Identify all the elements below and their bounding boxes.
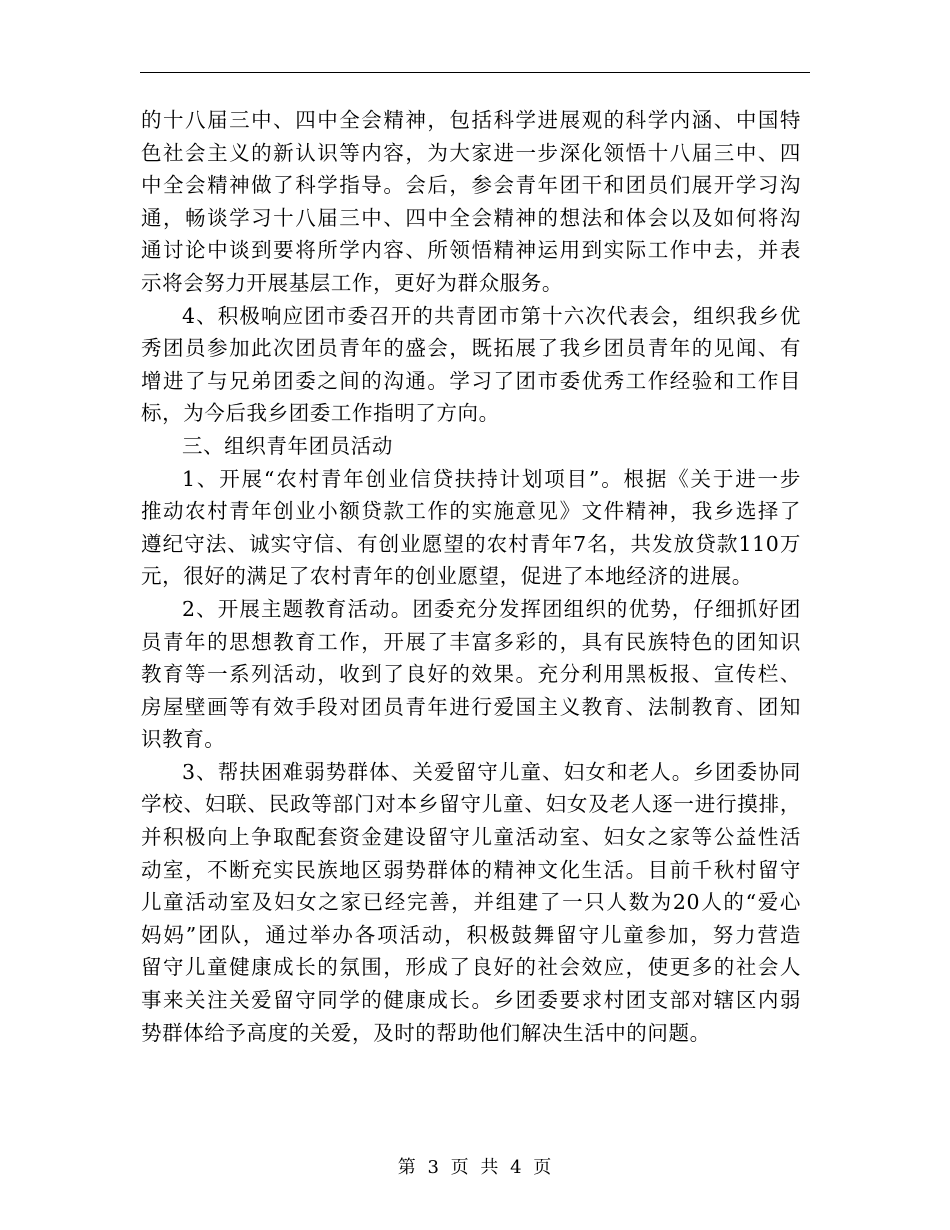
page-footer: 第 3 页 共 4 页 [397, 1157, 553, 1178]
text-line: 留守儿童健康成长的氛围，形成了良好的社会效应，使更多的社会人 [141, 955, 801, 980]
header-rule [140, 72, 810, 73]
text-line: 3、帮扶困难弱势群体、关爱留守儿童、妇女和老人。乡团委协同 [182, 759, 801, 784]
text-line: 儿童活动室及妇女之家已经完善，并组建了一只人数为20人的“爱心 [141, 890, 801, 915]
section-heading [141, 430, 801, 463]
text-line: 遵纪守法、诚实守信、有创业愿望的农村青年7名，共发放贷款110万 [141, 531, 801, 556]
text-line: 通讨论中谈到要将所学内容、所领悟精神运用到实际工作中去，并表 [141, 238, 801, 263]
text-line: 推动农村青年创业小额贷款工作的实施意见》文件精神，我乡选择了 [141, 499, 801, 524]
paragraph [141, 104, 801, 300]
text-line: 2、开展主题教育活动。团委充分发挥团组织的优势，仔细抓好团 [182, 596, 801, 621]
text-line: 动室，不断充实民族地区弱势群体的精神文化生活。目前千秋村留守 [141, 857, 801, 882]
document-body [141, 104, 801, 1049]
text-line: 的十八届三中、四中全会精神，包括科学进展观的科学内涵、中国特 [141, 108, 801, 132]
text-line: 学校、妇联、民政等部门对本乡留守儿童、妇女及老人逐一进行摸排， [141, 792, 801, 817]
text-line: 1、开展“农村青年创业信贷扶持计划项目”。根据《关于进一步 [182, 466, 801, 491]
text-line: 事来关注关爱留守同学的健康成长。乡团委要求村团支部对辖区内弱 [141, 988, 801, 1013]
text-line: 标，为今后我乡团委工作指明了方向。 [141, 401, 500, 426]
text-line: 色社会主义的新认识等内容，为大家进一步深化领悟十八届三中、四 [141, 140, 801, 165]
paragraph [141, 300, 801, 430]
text-line: 中全会精神做了科学指导。会后，参会青年团干和团员们展开学习沟 [141, 173, 801, 198]
text-line: 教育等一系列活动，收到了良好的效果。充分利用黑板报、宣传栏、 [141, 662, 801, 687]
paragraph [141, 756, 801, 1049]
text-line: 元，很好的满足了农村青年的创业愿望，促进了本地经济的进展。 [141, 564, 753, 589]
text-line: 妈妈”团队，通过举办各项活动，积极鼓舞留守儿童参加，努力营造 [141, 922, 801, 947]
text-line: 识教育。 [141, 727, 226, 752]
text-line: 秀团员参加此次团员青年的盛会，既拓展了我乡团员青年的见闻、有 [141, 336, 801, 361]
text-line: 并积极向上争取配套资金建设留守儿童活动室、妇女之家等公益性活 [141, 825, 801, 850]
text-line: 增进了与兄弟团委之间的沟通。学习了团市委优秀工作经验和工作目 [141, 368, 801, 393]
text-line: 员青年的思想教育工作，开展了丰富多彩的，具有民族特色的团知识 [141, 629, 801, 654]
paragraph [141, 593, 801, 756]
text-line: 示将会努力开展基层工作，更好为群众服务。 [141, 270, 563, 295]
text-line: 4、积极响应团市委召开的共青团市第十六次代表会，组织我乡优 [182, 303, 801, 328]
paragraph [141, 463, 801, 593]
text-line: 通，畅谈学习十八届三中、四中全会精神的想法和体会以及如何将沟 [141, 205, 801, 230]
text-line: 三、组织青年团员活动 [182, 433, 393, 458]
text-line: 房屋壁画等有效手段对团员青年进行爱国主义教育、法制教育、团知 [141, 694, 801, 719]
text-line: 势群体给予高度的关爱，及时的帮助他们解决生活中的问题。 [141, 1020, 711, 1045]
